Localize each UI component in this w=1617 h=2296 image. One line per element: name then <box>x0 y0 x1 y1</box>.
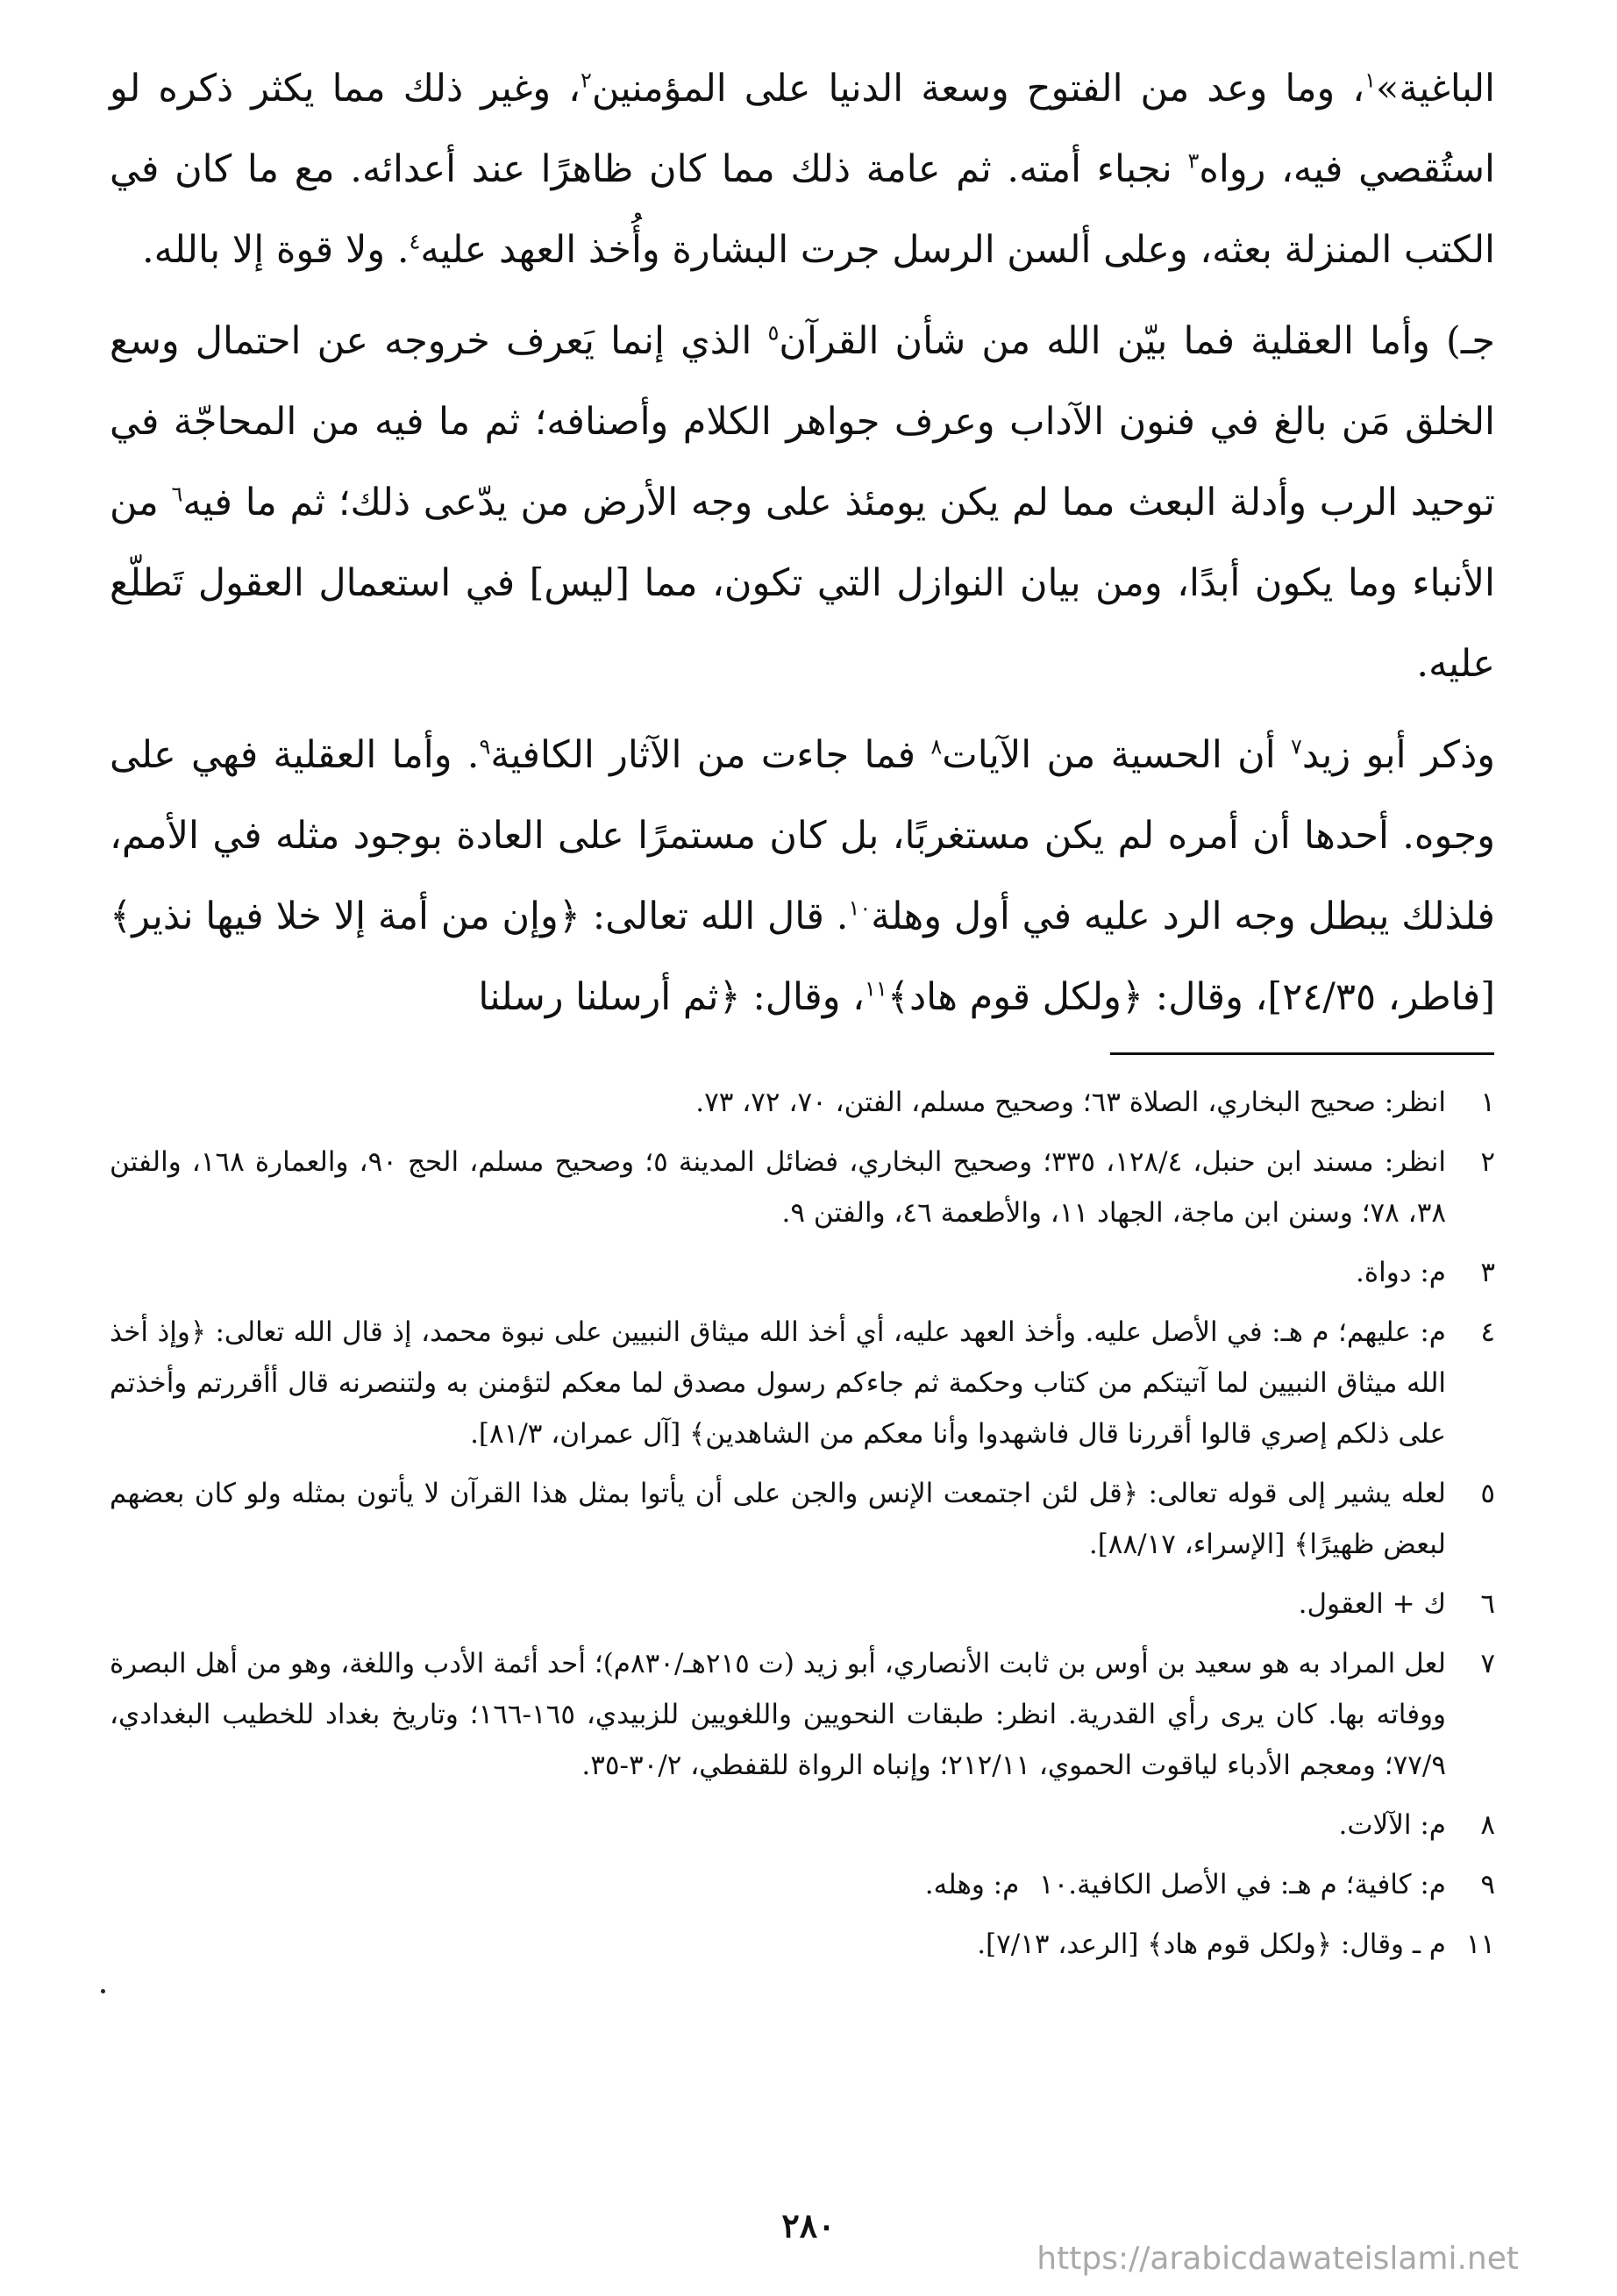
footnote <box>110 1579 1495 1629</box>
paragraph-1 <box>110 48 1495 290</box>
text-run: نجباء أمته. ثم عامة ذلك مما كان ظاهرًا عند أعدائه. مع ما كان في الكتب المنزلة بعثه، وعلى ألسن الرسل جرت البشارة وأُخذ العهد عليه <box>110 147 1495 272</box>
footnote-number: ١ <box>1480 1087 1495 1118</box>
footnote-number: ٧ <box>1480 1648 1495 1679</box>
paragraph-3 <box>110 715 1495 1037</box>
footnote-number: ٦ <box>1480 1588 1495 1620</box>
footnote-ref[interactable]: ٩ <box>479 734 491 759</box>
footnote-ref[interactable]: ٤ <box>409 229 421 254</box>
footnote <box>110 1468 1495 1570</box>
footnote-ref[interactable]: ٢ <box>581 68 592 93</box>
footnote-text: لعله يشير إلى قوله تعالى: ﴿قل لئن اجتمعت الإنس والجن على أن يأتوا بمثل هذا القرآن لا يأتون بمثله ولو كان بعضهم لبعض ظهيرًا﴾ [الإسراء، ٨٨/١٧]. <box>110 1478 1446 1560</box>
footnotes <box>110 1077 1495 1979</box>
footnote-ref[interactable]: ٣ <box>1187 148 1200 174</box>
footnote-number: ٢ <box>1480 1146 1495 1178</box>
text-run: فما جاءت من الآثار الكافية <box>490 733 931 777</box>
footnote-number: ٩ <box>1480 1869 1495 1900</box>
footnote-text: م: كافية؛ م هـ: في الأصل الكافية. <box>1068 1869 1446 1900</box>
footnote-number: ٥ <box>1480 1478 1495 1509</box>
footnote <box>925 1859 1069 1910</box>
text-run: من الأنباء وما يكون أبدًا، ومن بيان النوازل التي تكون، مما [ليس] في استعمال العقول تَطلّع عليه. <box>110 481 1495 686</box>
text-run: ، وقال: ﴿ثم أرسلنا رسلنا <box>478 975 865 1019</box>
footnote-number: ١٠ <box>1038 1869 1069 1900</box>
footnote-separator <box>1110 1052 1494 1055</box>
footnote <box>110 1307 1495 1459</box>
footnote-number: ٣ <box>1480 1257 1495 1288</box>
text-run: . وأما العقلية فهي على وجوه. أحدها أن أمره لم يكن مستغربًا، بل كان مستمرًا على العادة بوجود مثله في الأمم، فلذلك يبطل وجه الرد عليه في أول وهلة <box>110 733 1495 938</box>
footnote-number: ٨ <box>1480 1809 1495 1841</box>
text-run: جـ) وأما العقلية فما بيّن الله من شأن القرآن <box>779 319 1495 363</box>
text-run: ، وغير ذلك مما يكثر ذكره لو استُقصي فيه، رواه <box>110 67 1495 191</box>
text-run: . ولا قوة إلا بالله. <box>141 228 410 272</box>
footnote-text: م: دواة. <box>1356 1257 1446 1288</box>
footnote-ref[interactable]: ٨ <box>930 734 943 759</box>
footnote <box>110 1638 1495 1791</box>
footnote-text: م ـ وقال: ﴿ولكل قوم هاد﴾ [الرعد، ٧/١٣]. <box>977 1929 1446 1960</box>
footnote <box>110 1247 1495 1298</box>
footnote-ref[interactable]: ٦ <box>171 481 183 507</box>
footnote <box>110 1077 1495 1128</box>
footnote <box>110 1800 1495 1850</box>
footnote-pair <box>110 1859 1495 1919</box>
footnote-ref[interactable]: ١ <box>1364 68 1377 93</box>
text-run: وذكر أبو زيد <box>1301 733 1495 777</box>
text-run: ، وما وعد من الفتوح وسعة الدنيا على المؤمنين <box>591 67 1365 111</box>
footnote-ref[interactable]: ١١ <box>865 976 887 1002</box>
footnote-text: م: عليهم؛ م هـ: في الأصل عليه. وأخذ العهد عليه، أي أخذ الله ميثاق النبيين على نبوة محمد، إذ قال الله تعالى: ﴿وإذ أخذ الله ميثاق النبيين لما آتيتكم من كتاب وحكمة ثم جاءكم رسول مصدق لما معكم لتؤمنن به ولتنصرنه قال أأقررتم وأخذتم على ذلكم إصري قالوا أقررنا قال فاشهدوا وأنا معكم من الشاهدين﴾ [آل عمران، ٨١/٣]. <box>110 1316 1446 1450</box>
page-number: ٢٨٠ <box>781 2206 836 2245</box>
footnote <box>110 1919 1495 1970</box>
watermark: https://arabicdawateislami.net <box>1036 2241 1519 2277</box>
footnote-ref[interactable]: ٥ <box>767 320 780 346</box>
scan-speck <box>101 1989 105 1993</box>
text-run: . قال الله تعالى: ﴿وإن من أمة إلا خلا فيها نذير﴾ [فاطر، ٢٤/٣٥]، وقال: ﴿ولكل قوم هاد﴾ <box>110 895 1495 1019</box>
text-run: الذي إنما يَعرف خروجه عن احتمال وسع الخلق مَن بالغ في فنون الآداب وعرف جواهر الكلام وأصنافه؛ ثم ما فيه من المحاجّة في توحيد الرب وأدلة البعث مما لم يكن يومئذ على وجه الأرض من يدّعى ذلك؛ ثم ما فيه <box>110 319 1496 524</box>
footnote-text: انظر: صحيح البخاري، الصلاة ٦٣؛ وصحيح مسلم، الفتن، ٧٠، ٧٢، ٧٣. <box>695 1087 1446 1118</box>
main-text <box>110 48 1495 1048</box>
footnote-text: م: وهله. <box>924 1869 1020 1900</box>
footnote-text: انظر: مسند ابن حنبل، ١٢٨/٤، ٣٣٥؛ وصحيح البخاري، فضائل المدينة ٥؛ وصحيح مسلم، الحج ٩٠، والعمارة ١٦٨، والفتن ٣٨، ٧٨؛ وسنن ابن ماجة، الجهاد ١١، والأطعمة ٤٦، والفتن ٩. <box>110 1146 1446 1229</box>
paragraph-2 <box>110 301 1495 704</box>
footnote-ref[interactable]: ٧ <box>1290 734 1302 759</box>
footnote-text: م: الآلات. <box>1338 1809 1446 1841</box>
footnote <box>110 1137 1495 1238</box>
footnote-text: ك + العقول. <box>1298 1588 1446 1620</box>
footnote-number: ١١ <box>1465 1929 1495 1960</box>
footnote-ref[interactable]: ١٠ <box>848 895 872 921</box>
text-run: أن الحسية من الآيات <box>942 733 1291 777</box>
footnote-text: لعل المراد به هو سعيد بن أوس بن ثابت الأنصاري، أبو زيد (ت ٢١٥هـ/٨٣٠م)؛ أحد أئمة الأدب واللغة، وهو من أهل البصرة ووفاته بها. كان يرى رأي القدرية. انظر: طبقات النحويين واللغويين للزبيدي، ١٦٥-١٦٦؛ وتاريخ بغداد للخطيب البغدادي، ٧٧/٩؛ ومعجم الأدباء لياقوت الحموي، ٢١٢/١١؛ وإنباه الرواة للقفطي، ٣٠/٢-٣٥. <box>110 1648 1446 1781</box>
footnote-number: ٤ <box>1480 1316 1495 1348</box>
text-run: الباغية» <box>1376 67 1495 111</box>
footnote <box>1068 1859 1495 1910</box>
